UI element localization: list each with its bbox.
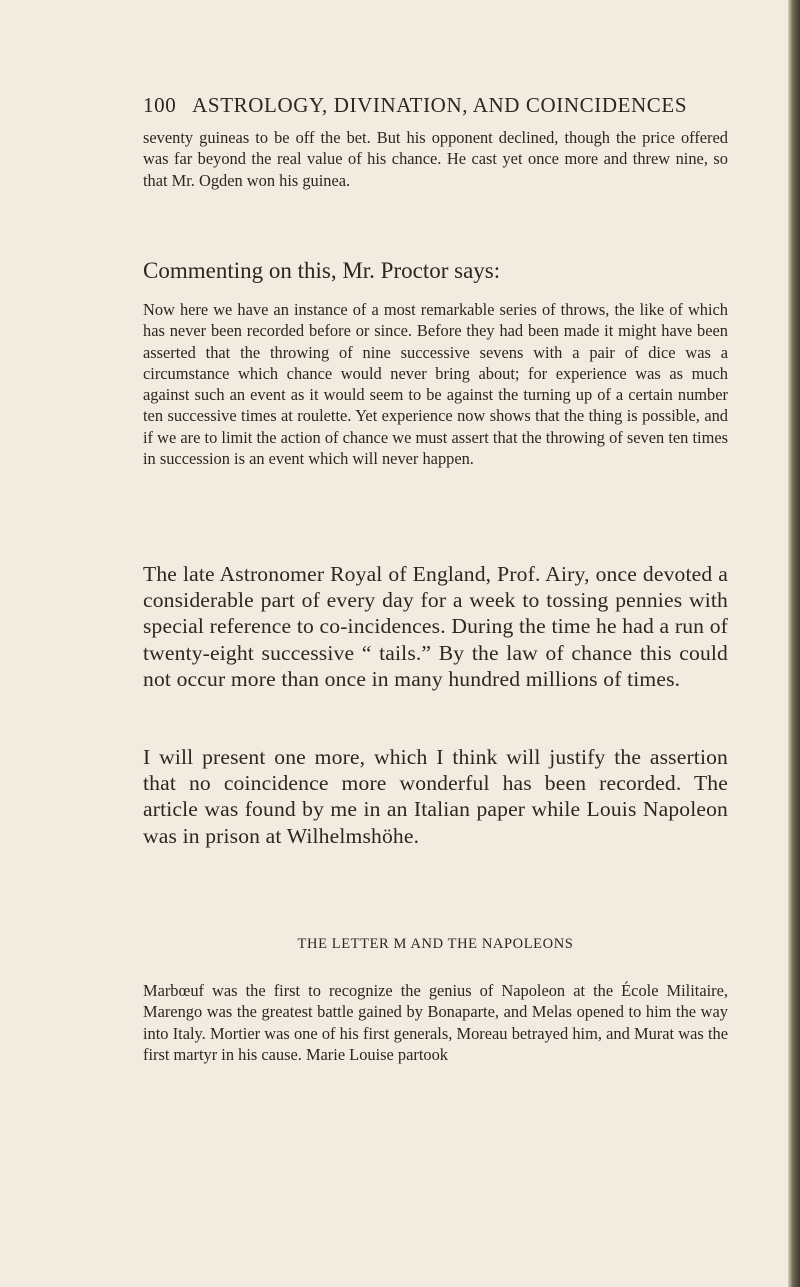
paragraph-coincidence: I will present one more, which I think will justify the assertion that no coincidence more wonderful has been recorded. The article was found by me in an Italian paper while Louis Napoleon was in prison at Wilhelmshöhe.: [143, 745, 728, 848]
running-head: [143, 93, 743, 118]
paragraph-napoleons: Marbœuf was the first to recognize the genius of Napoleon at the École Militaire, Marengo was the greatest battle gained by Bonaparte, and Melas opened to him the way into Italy. Mortier was one of his first generals, Moreau betrayed him, and Murat was the first martyr in his cause. Marie Louise partook: [143, 981, 728, 1064]
paragraph-airy: The late Astronomer Royal of England, Prof. Airy, once devoted a considerable part of every day for a week to tossing pennies with special reference to co-incidences. During the time he had a run of twenty-eight successive “ tails.” By the law of chance this could not occur more than once in many hundred millions of times.: [143, 562, 728, 691]
proctor-heading: Commenting on this, Mr. Proctor says:: [143, 258, 501, 283]
running-title: ASTROLOGY, DIVINATION, AND COINCIDENCES: [192, 93, 688, 117]
page-number: 100: [143, 93, 177, 117]
paragraph-guineas: seventy guineas to be off the bet. But his opponent declined, though the price offered was far beyond the real value of his chance. He cast yet once more and threw nine, so that Mr. Ogden won his guinea.: [143, 128, 728, 190]
page-edge-shadow: [788, 0, 800, 1287]
section-title: THE LETTER M AND THE NAPOLEONS: [297, 936, 574, 952]
proctor-quote: Now here we have an instance of a most remarkable series of throws, the like of which has never been recorded before or since. Before they had been made it might have been asserted that the throwing of nine successive sevens with a pair of dice was a circumstance which chance would never bring about; for experience was as much against such an event as it would seem to be against the turning up of a certain number ten successive times at roulette. Yet experience now shows that the thing is possible, and if we are to limit the action of chance we must assert that the throwing of seven ten times in succession is an event which will never happen.: [143, 300, 728, 469]
